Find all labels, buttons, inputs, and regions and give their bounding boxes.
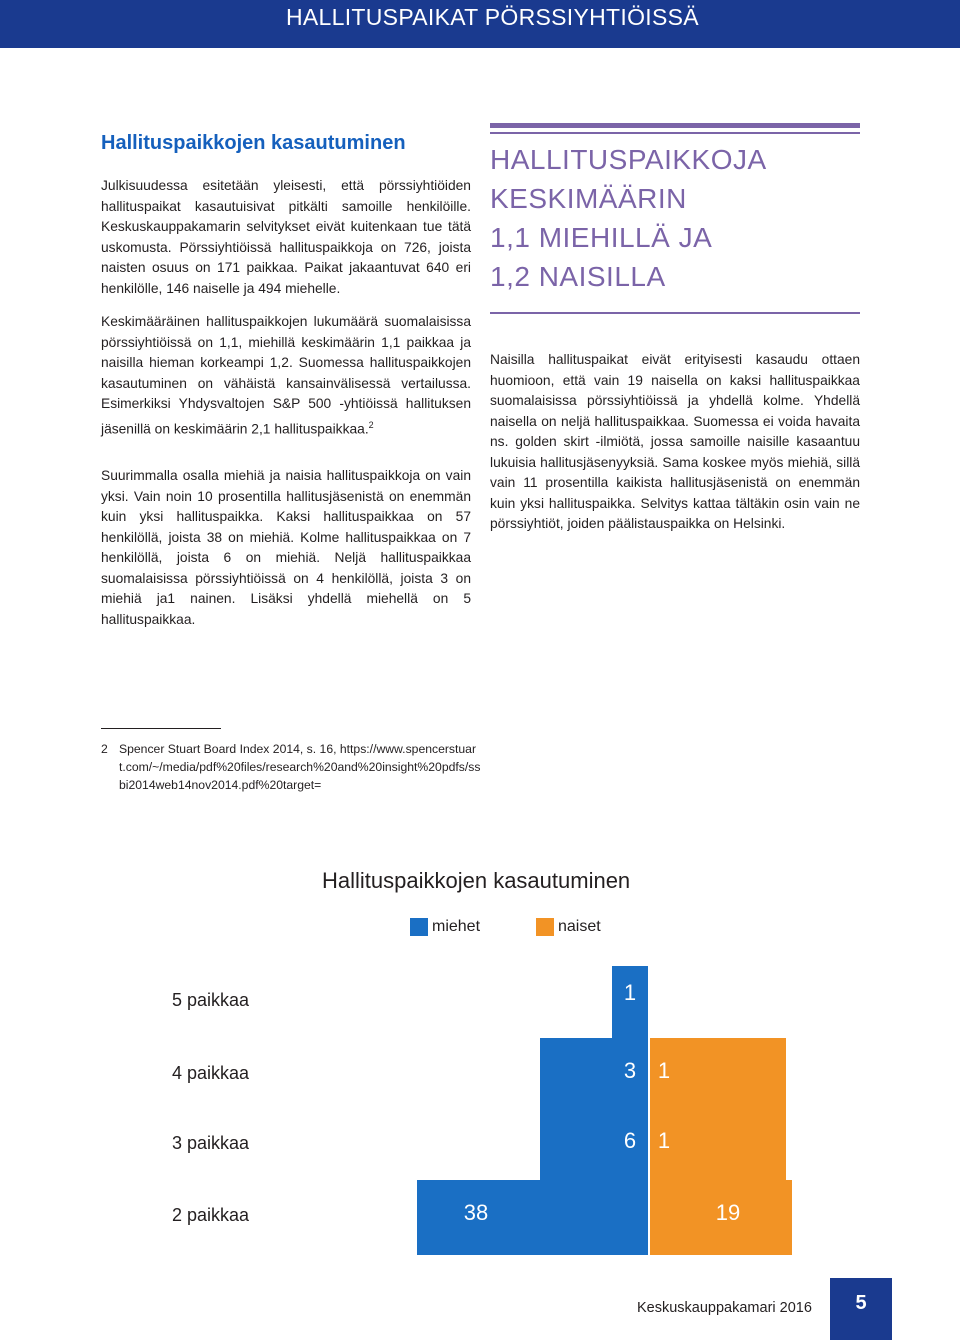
row-label-3: 3 paikkaa (172, 1133, 250, 1153)
chart-title: Hallituspaikkojen kasautuminen (322, 868, 631, 893)
pullquote-rule-top-thin (490, 132, 860, 134)
paragraph-3: Suurimmalla osalla miehiä ja naisia hallituspaikkoja on vain yksi. Vain noin 10 prosentilla hallitusjäsenistä on enemmän kuin yksi hallituspaikka. Kaksi hallituspaikkaa on 57 henkilöllä, joista 38 on miehiä. Kolme hallituspaikkaa on 7 henkilöllä, joista 6 on miehiä. Neljä hallituspaikkaa suomalaisissa pörssiyhtiöissä on 4 henkilöllä, joista 3 on miehiä ja1 nainen. Lisäksi yhdellä miehellä on 5 hallituspaikkaa. (101, 468, 471, 627)
bar-label-miehet-3: 6 (623, 1128, 637, 1153)
pullquote-line-1: HALLITUSPAIKKOJA (490, 144, 767, 175)
legend-label-miehet: miehet (432, 918, 481, 935)
pullquote-line-3: 1,1 MIEHILLÄ JA (490, 222, 713, 253)
legend-swatch-naiset (536, 918, 554, 936)
pullquote-line-4: 1,2 NAISILLA (490, 261, 666, 292)
legend-miehet (410, 918, 480, 936)
paragraph-2-text: Keskimääräinen hallituspaikkojen lukumäärä suomalaisissa pörssiyhtiöissä on 1,1, miehillä keskimäärin 1,1 paikkaa ja naisilla hieman korkeampi 1,2. Suomessa hallituspaikkojen kasautuminen on vähäistä kansainvälisessä vertailussa. Esimerkiksi Yhdysvaltojen S&P 500 -yhtiöissä hallituksen jäsenillä on keskimäärin 2,1 hallituspaikkaa. (101, 314, 471, 437)
paragraph-1: Julkisuudessa esitetään yleisesti, että pörssiyhtiöiden hallituspaikat kasautuisivat pitkälti samoille henkilöille. Keskuskauppakamarin selvitykset eivät kuitenkaan tue tätä uskomusta. Pörssiyhtiöissä hallituspaikkoja on 726, joista naisten osuus on 171 paikkaa. Paikat jakaantuvat 640 eri henkilölle, 146 naiselle ja 494 miehelle. (101, 178, 471, 296)
page-number: 5 (830, 1278, 892, 1340)
paragraph-4: Naisilla hallituspaikat eivät erityisesti kasaudu ottaen huomioon, että vain 19 naisella on kaksi hallituspaikkaa suomalaisissa pörssiyhtiöissä ja yhdellä kolme. Yhdellä naisella on neljä hallituspaikkaa. Suomessa ei voida havaita ns. golden skirt -ilmiötä, jossa samoille naisille kasaantuu lukuisia hallitusjäsenyyksiä. Sama koskee myös miehiä, sillä vain 11 prosentilla kaikista hallitusjäsenistä on enemmän kuin yksi hallituspaikka. Selvitys kattaa tältäkin osin vain ne pörssiyhtiöt, joiden päälistauspaikka on Helsinki. (490, 352, 860, 531)
bar-label-miehet-4: 38 (463, 1200, 489, 1225)
paragraph-2 (101, 312, 471, 440)
legend-naiset (536, 918, 601, 936)
footnote-ref: 2 (368, 419, 374, 430)
row-label-2: 2 paikkaa (172, 1205, 250, 1225)
footnote-rule (101, 728, 221, 729)
bar-label-miehet-1: 1 (623, 980, 637, 1005)
bar-label-naiset-4: 19 (715, 1200, 741, 1225)
pullquote-line-2: KESKIMÄÄRIN (490, 183, 687, 214)
footnote-text: Spencer Stuart Board Index 2014, s. 16, https://www.spencerstuart.com/~/media/pdf%20files/research%20and%20insight%20pdfs/ssbi2014web14nov2014.pdf%20target= (119, 742, 481, 792)
legend-label-naiset: naiset (558, 918, 601, 935)
footnote (101, 740, 481, 794)
footer-org: Keskuskauppakamari 2016 (637, 1300, 812, 1316)
footnote-number: 2 (101, 742, 108, 756)
bar-label-naiset-3: 1 (657, 1128, 671, 1153)
row-label-4: 4 paikkaa (172, 1063, 250, 1083)
bar-label-miehet-2: 3 (623, 1058, 637, 1083)
pullquote-rule-top (490, 123, 860, 128)
pullquote-rule-bottom (490, 312, 860, 314)
page-header-title: HALLITUSPAIKAT PÖRSSIYHTIÖISSÄ (286, 4, 699, 30)
section-title: Hallituspaikkojen kasautuminen (101, 132, 406, 154)
pullquote (490, 140, 860, 296)
row-label-5: 5 paikkaa (172, 990, 250, 1010)
bar-label-naiset-2: 1 (657, 1058, 671, 1083)
legend-swatch-miehet (410, 918, 428, 936)
